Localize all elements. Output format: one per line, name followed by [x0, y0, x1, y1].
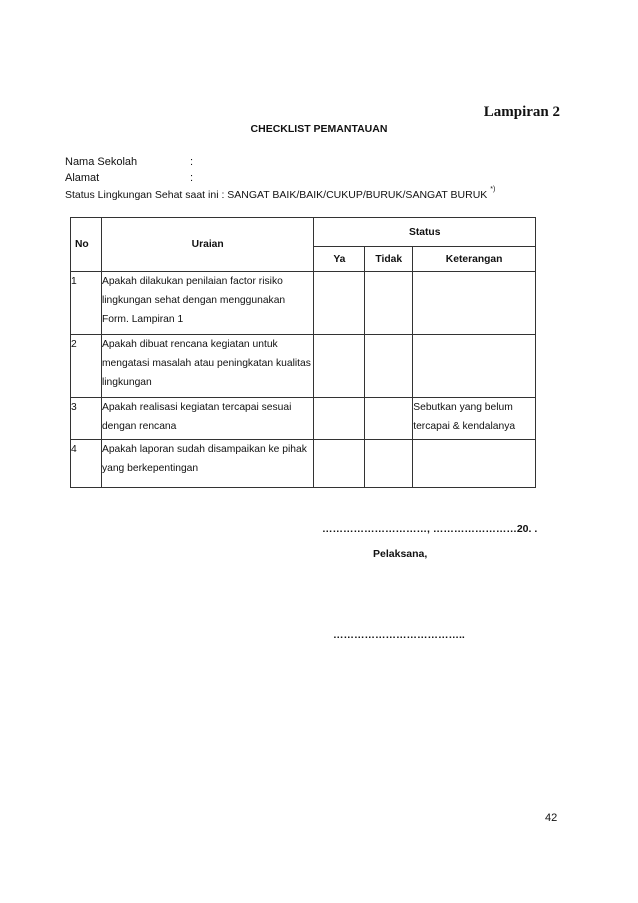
alamat-separator: : [190, 172, 194, 184]
lampiran-label: Lampiran 2 [483, 104, 560, 120]
alamat-field [65, 172, 193, 184]
row-no: 4 [71, 440, 102, 488]
alamat-label: Alamat [65, 172, 100, 184]
nama-sekolah-label: Nama Sekolah [65, 156, 138, 168]
row-tidak-cell [365, 272, 413, 335]
nama-sekolah-field [65, 156, 193, 168]
status-footnote-mark: *) [490, 186, 496, 193]
header-ya: Ya [314, 247, 365, 272]
row-keterangan-cell [413, 335, 536, 398]
header-no: No [71, 218, 102, 272]
header-uraian: Uraian [101, 218, 313, 272]
header-status: Status [314, 218, 536, 247]
table-row [71, 335, 536, 398]
nama-sekolah-separator: : [190, 156, 194, 168]
row-keterangan-cell [413, 272, 536, 335]
status-lingkungan-line [65, 186, 496, 201]
row-no: 1 [71, 272, 102, 335]
page-number: 42 [545, 812, 558, 824]
status-lingkungan-text: Status Lingkungan Sehat saat ini : SANGAT BAIK/BAIK/CUKUP/BURUK/SANGAT BURUK [65, 189, 488, 201]
row-no: 3 [71, 398, 102, 440]
signature-role: Pelaksana, [373, 548, 428, 560]
signature-name-line: ……………………………….. [333, 629, 465, 641]
header-tidak: Tidak [365, 247, 413, 272]
row-tidak-cell [365, 440, 413, 488]
row-uraian: Apakah realisasi kegiatan tercapai sesuai dengan rencana [101, 398, 313, 440]
signature-date-line: …………………………, ……………………20. . [322, 523, 538, 535]
table-row [71, 272, 536, 335]
row-ya-cell [314, 335, 365, 398]
row-tidak-cell [365, 398, 413, 440]
checklist-table [70, 217, 536, 488]
row-uraian: Apakah laporan sudah disampaikan ke pihak yang berkepentingan [101, 440, 313, 488]
row-uraian: Apakah dibuat rencana kegiatan untuk mengatasi masalah atau peningkatan kualitas lingkungan [101, 335, 313, 398]
page-title: CHECKLIST PEMANTAUAN [250, 123, 388, 135]
row-no: 2 [71, 335, 102, 398]
row-ya-cell [314, 440, 365, 488]
row-tidak-cell [365, 335, 413, 398]
header-keterangan: Keterangan [413, 247, 536, 272]
row-uraian: Apakah dilakukan penilaian factor risiko lingkungan sehat dengan menggunakan Form. Lampiran 1 [101, 272, 313, 335]
row-keterangan-cell: Sebutkan yang belum tercapai & kendalanya [413, 398, 536, 440]
table-row [71, 440, 536, 488]
row-ya-cell [314, 398, 365, 440]
table-row [71, 398, 536, 440]
row-ya-cell [314, 272, 365, 335]
row-keterangan-cell [413, 440, 536, 488]
